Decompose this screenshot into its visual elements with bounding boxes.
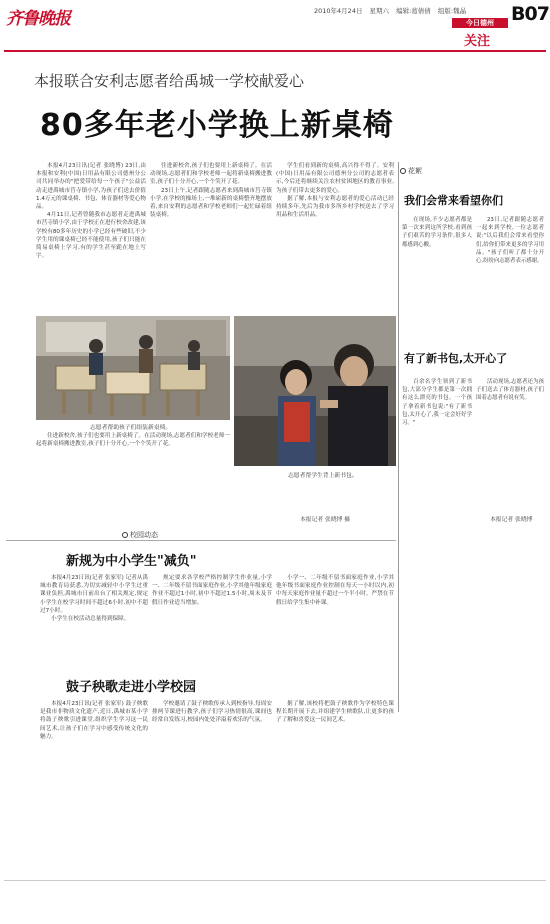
photo-credit: 本报记者 张晓博 摄 — [300, 517, 351, 523]
campus-story1-col3 — [276, 574, 394, 660]
campus-story2-para: 本报4月23日讯(记者 张家军) 鼓子秧歌是我市非物质文化遗产,近日,禹城市某小学将鼓子秧歌引进课堂,组织学生学习这一民间艺术,让孩子们在学习中感受传统文化的魅力。 — [40, 701, 148, 740]
lead-col3-para: 学生们看到新的桌椅,高兴得不得了。安利(中国)日用品有限公司德州分公司的志愿者表示,今后还将继续关注农村贫困地区的教育事业,为孩子们带去更多的爱心。 — [276, 163, 394, 194]
photo-schoolbag-image — [234, 316, 396, 466]
campus-story2-title: 鼓子秧歌走进小学校园 — [66, 680, 197, 695]
lead-column-1 — [36, 162, 146, 312]
photo-schoolbag — [234, 316, 396, 466]
sidebar-story2-para: 活动现场,志愿者还为孩子们送去了体育器材,孩子们围着志愿者有说有笑。 — [476, 379, 544, 402]
campus-story1-para: 本报4月23日讯(记者 张家军) 记者从禹城市教育局获悉,为切实减轻中小学生过重课业负担,禹城市日前出台了相关规定,规定小学生在校学习时间不超过6小时,初中不超过7小时。 — [40, 575, 148, 614]
designer-credit: 组版:魏晶 — [437, 7, 467, 15]
campus-story2-para: 据了解,该校将把鼓子秧歌作为学校特色课程长期开展下去,并组建学生秧歌队,让更多的孩子了解和喜爱这一民间艺术。 — [276, 701, 394, 724]
photo-volunteers-desks — [36, 316, 230, 420]
campus-tag-label: 校园动态 — [130, 531, 158, 539]
campus-story1-title: 新规为中小学生"减负" — [66, 554, 197, 569]
sidebar-tag — [400, 166, 422, 176]
lead-col1-para: 本报4月23日讯(记者 张晓博) 23日,由本报和安利(中国)日用品有限公司德州分公司共同举办的"把爱带给每一个孩子"公益活动走进禹城市莒寺镇小学,为孩子们送去价值1.4万元的课桌椅、书包、体育器材等爱心物品。 — [36, 163, 146, 211]
campus-story2-col1 — [40, 700, 148, 780]
lead-col1-para: 4月11日,记者曾随我市志愿者走进禹城市莒寺镇小学,由于学校正在进行校舍改建,该学校有80多年历史的小学已经有些破旧,不少学生用的课桌椅已经不能使用,孩子们只能在简易桌椅上学习,有的学生甚至跪在地上写字。 — [36, 212, 146, 260]
campus-story1-col1 — [40, 574, 148, 660]
sidebar-story2-title: 有了新书包,太开心了 — [404, 352, 508, 365]
issue-date: 2010年4月24日 — [314, 7, 363, 15]
date-bar — [314, 6, 471, 15]
header-divider — [4, 50, 546, 52]
tag-circle-icon — [400, 168, 406, 174]
campus-story1-para: 规定要求各学校严格控制学生作业量,小学一、二年级不留书面家庭作业,小学其他年级家庭作业不超过1小时,初中不超过1.5小时,周末及节假日作业适当增加。 — [152, 575, 272, 606]
lead-col2-para: 23日上午,记者跟随志愿者来到禹城市莒寺镇小学,在学校的操场上,一堆崭新的桌椅整齐地摆放着,来自安利的志愿者和学校老师们一起忙碌着组装桌椅。 — [150, 187, 272, 219]
sidebar-divider — [398, 162, 399, 712]
masthead-logo: 齐鲁晚报 — [6, 9, 70, 29]
lead-col2-para: 住进新校舍,孩子们也要用上新桌椅了。在活动现场,志愿者们和学校老师一起将新桌椅搬进教室,孩子们十分开心,一个个笑开了花。 — [150, 163, 272, 186]
campus-story1-para: 小学一、二年级不留书面家庭作业,小学其他年级书面家庭作业控制在每天一小时以内,初中每天家庭作业量不超过一个半小时。严禁在节假日给学生集中补课。 — [276, 575, 394, 606]
editor-credit: 编辑:葛倩倩 — [396, 7, 431, 15]
campus-story2-col2 — [152, 700, 272, 780]
sidebar-story1-col1 — [402, 216, 472, 336]
page-header — [0, 0, 550, 58]
photo-right-caption: 志愿者帮学生背上新书包。 — [288, 473, 358, 479]
sidebar-story2-para: 百余名学生领到了新书包,大部分学生都是第一次拥有这么漂亮的书包。一个孩子拿着新书包说:"有了新书包,太开心了,我一定会好好学习。" — [402, 379, 472, 427]
tag-circle-icon — [122, 532, 128, 538]
lead-title: 80多年老小学换上新桌椅 — [40, 108, 394, 143]
campus-story1-para: 小学生在校活动总量得到保障。 — [51, 616, 130, 623]
edition-badge: 今日德州 — [452, 18, 508, 28]
lead-subtitle: 本报联合安利志愿者给禹城一学校献爱心 — [34, 72, 305, 90]
lead-col3-para: 据了解,本报与安利志愿者的爱心活动已经持续多年,先后为我市多所乡村学校送去了学习用品和生活用品。 — [276, 195, 394, 219]
sidebar-tag-label: 花絮 — [408, 167, 422, 175]
sidebar-story1-para: 在现场,不少志愿者都是第一次来到这所学校,看到孩子们艰苦的学习条件,很多人都感到心酸。 — [402, 217, 472, 248]
sidebar-story2-credit: 本报记者 张晓博 — [490, 517, 533, 523]
lead-column-3 — [276, 162, 394, 312]
sidebar-story2-col1 — [402, 378, 472, 518]
lead-column-2 — [150, 162, 272, 312]
photo-volunteers-desks-image — [36, 316, 230, 420]
issue-weekday: 星期六 — [369, 7, 390, 15]
sidebar-story1-para: 23日,记者跟随志愿者一起来到学校,一位志愿者说:"以后我们会常来看望你们,给你们带来更多的学习用品。"孩子们听了都十分开心,纷纷向志愿者表示感谢。 — [476, 217, 544, 265]
bottom-divider — [4, 880, 546, 881]
campus-divider — [6, 540, 396, 541]
sidebar-story1-title: 我们会常来看望你们 — [404, 194, 503, 207]
campus-story2-col3 — [276, 700, 394, 780]
lead-continuation-para: 住进新校舍,孩子们也要用上新桌椅了。在活动现场,志愿者们和学校老师一起将新桌椅搬进教室,孩子们十分开心,一个个笑开了花。 — [36, 433, 230, 448]
section-title: 关注 — [464, 34, 491, 49]
campus-story1-col2 — [152, 574, 272, 660]
page-number: B07 — [511, 3, 549, 25]
campus-tag — [122, 530, 158, 540]
lead-continuation — [36, 432, 230, 532]
sidebar-story1-col2 — [476, 216, 544, 336]
photo-left-caption: 志愿者帮助孩子们组装新桌椅。 — [90, 425, 172, 431]
campus-story2-para: 学校邀请了鼓子秧歌传承人到校指导,每周安排两节课进行教学,孩子们学习热情很高,课间也经常自发练习,校园内处处洋溢着欢乐的气氛。 — [152, 701, 272, 724]
sidebar-story2-col2 — [476, 378, 544, 508]
